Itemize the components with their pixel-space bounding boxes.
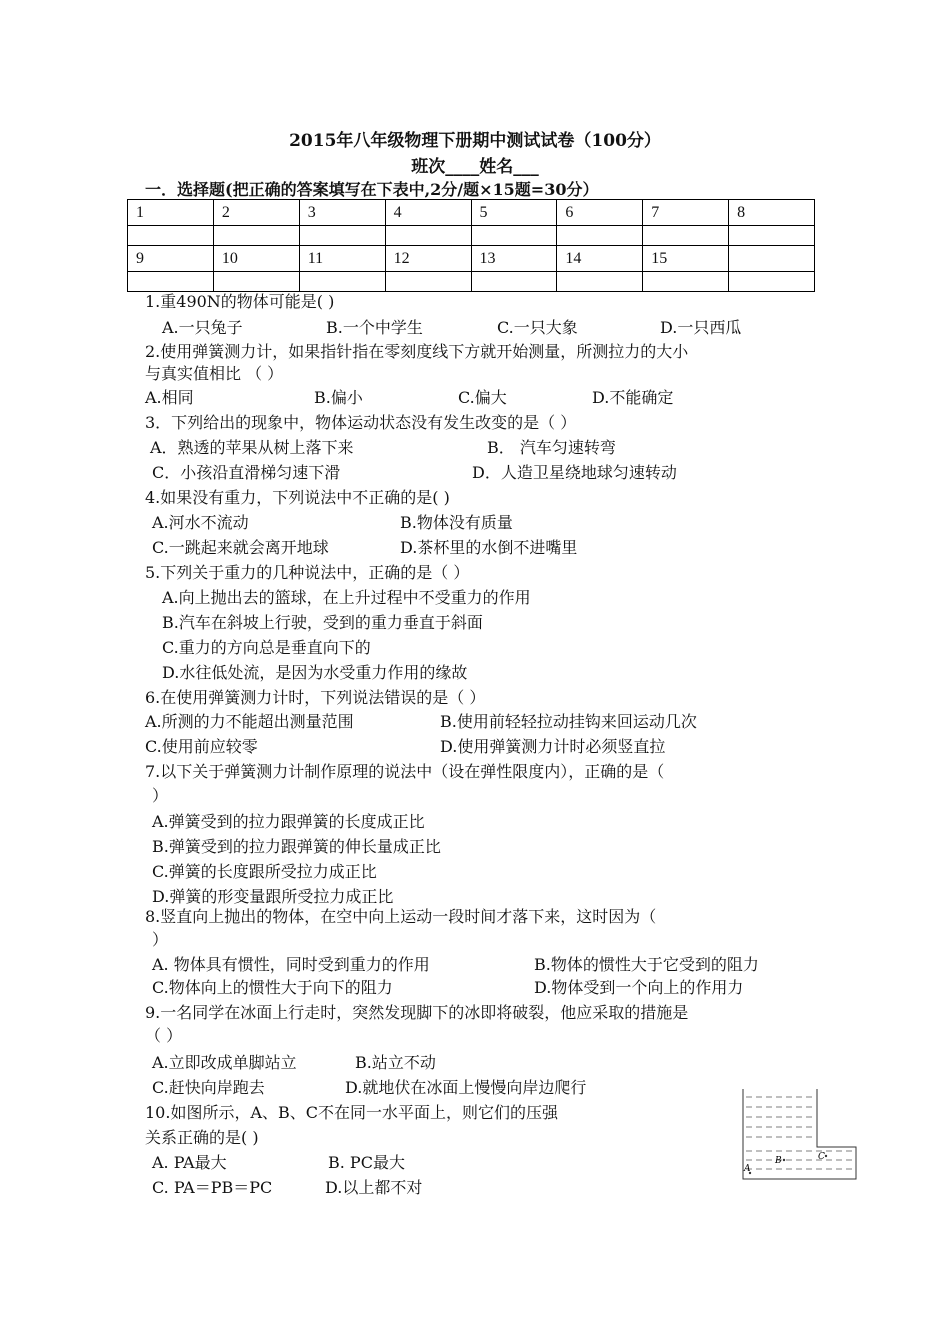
- q7-option-a: A.弹簧受到的拉力跟弹簧的长度成正比: [152, 812, 425, 831]
- q4-stem: 4.如果没有重力，下列说法中不正确的是( ): [145, 488, 450, 507]
- q2-stem-cont: 与真实值相比 （ ）: [145, 364, 284, 383]
- q9-option-b: B.站立不动: [355, 1053, 436, 1072]
- q5-stem: 5.下列关于重力的几种说法中，正确的是（ ）: [145, 563, 470, 582]
- q7-stem: 7.以下关于弹簧测力计制作原理的说法中（设在弹性限度内），正确的是（: [145, 762, 665, 781]
- answer-cell-label: 13: [471, 246, 557, 272]
- section-heading: 一．选择题(把正确的答案填写在下表中,2分/题×15题=30分）: [145, 180, 599, 199]
- q5-option-d: D.水往低处流，是因为水受重力作用的缘故: [162, 663, 468, 682]
- q10-option-a: A. PA最大: [152, 1153, 227, 1172]
- q7-option-c: C.弹簧的长度跟所受拉力成正比: [152, 862, 377, 881]
- answer-table-number-row: [128, 246, 815, 272]
- answer-blank[interactable]: [557, 226, 643, 246]
- q4-option-b: B.物体没有质量: [400, 513, 513, 532]
- q9-stem: 9.一名同学在冰面上行走时，突然发现脚下的冰即将破裂，他应采取的措施是: [145, 1003, 689, 1022]
- q7-option-b: B.弹簧受到的拉力跟弹簧的伸长量成正比: [152, 837, 441, 856]
- q6-option-a: A.所测的力不能超出测量范围: [145, 712, 354, 731]
- answer-blank[interactable]: [128, 226, 214, 246]
- q2-option-a: A.相同: [145, 388, 194, 407]
- point-b-label: B: [775, 1156, 782, 1166]
- q8-stem: 8.竖直向上抛出的物体，在空中向上运动一段时间才落下来，这时因为（: [145, 907, 657, 926]
- q2-option-d: D.不能确定: [592, 388, 674, 407]
- answer-blank[interactable]: [643, 226, 729, 246]
- container-outline: [743, 1089, 856, 1179]
- answer-table-number-row: [128, 200, 815, 226]
- answer-table: [127, 199, 815, 292]
- answer-blank[interactable]: [213, 272, 299, 292]
- answer-cell-label: 14: [557, 246, 643, 272]
- answer-blank[interactable]: [299, 272, 385, 292]
- answer-table-blank-row: [128, 226, 815, 246]
- answer-cell-label: 12: [385, 246, 471, 272]
- q10-stem-cont: 关系正确的是( ): [145, 1128, 259, 1147]
- q6-option-c: C.使用前应较零: [145, 737, 258, 756]
- answer-cell-label: 5: [471, 200, 557, 226]
- point-c-dot: [825, 1155, 827, 1157]
- answer-blank[interactable]: [385, 226, 471, 246]
- answer-cell-label: 7: [643, 200, 729, 226]
- q3-option-c: C．小孩沿直滑梯匀速下滑: [152, 463, 341, 482]
- point-a-label: A: [744, 1164, 751, 1174]
- q7-stem-cont: ）: [152, 786, 169, 805]
- answer-cell-label: 1: [128, 200, 214, 226]
- q9-option-d: D.就地伏在冰面上慢慢向岸边爬行: [345, 1078, 587, 1097]
- page-title: 2015年八年级物理下册期中测试试卷（100分）: [289, 131, 661, 151]
- q4-option-c: C.一跳起来就会离开地球: [152, 538, 329, 557]
- answer-cell-label: 3: [299, 200, 385, 226]
- q2-stem: 2.使用弹簧测力计，如果指针指在零刻度线下方就开始测量，所测拉力的大小: [145, 342, 689, 361]
- answer-blank[interactable]: [643, 272, 729, 292]
- q5-option-c: C.重力的方向总是垂直向下的: [162, 638, 371, 657]
- q3-option-b: B． 汽车匀速转弯: [487, 438, 616, 457]
- q5-option-b: B.汽车在斜坡上行驶，受到的重力垂直于斜面: [162, 613, 483, 632]
- q6-option-b: B.使用前轻轻拉动挂钩来回运动几次: [440, 712, 697, 731]
- q3-stem: 3．下列给出的现象中，物体运动状态没有发生改变的是（ ）: [145, 413, 577, 432]
- q9-stem-cont: （ ）: [145, 1026, 183, 1045]
- q7-option-d: D.弹簧的形变量跟所受拉力成正比: [152, 887, 394, 906]
- water-lines: [746, 1097, 853, 1169]
- answer-cell-label: 8: [729, 200, 815, 226]
- q1-stem: 1.重490N的物体可能是( ): [145, 292, 335, 311]
- answer-cell-label: 11: [299, 246, 385, 272]
- answer-cell-label: 15: [643, 246, 729, 272]
- answer-table-blank-row: [128, 272, 815, 292]
- answer-cell-label: [729, 246, 815, 272]
- q4-option-d: D.茶杯里的水倒不进嘴里: [400, 538, 578, 557]
- answer-blank[interactable]: [729, 226, 815, 246]
- answer-blank[interactable]: [471, 272, 557, 292]
- q4-option-a: A.河水不流动: [152, 513, 249, 532]
- q6-stem: 6.在使用弹簧测力计时，下列说法错误的是（ ）: [145, 688, 486, 707]
- q10-stem: 10.如图所示，A、B、C不在同一水平面上，则它们的压强: [145, 1103, 559, 1122]
- q9-option-a: A.立即改成单脚站立: [152, 1053, 297, 1072]
- q1-option-c: C.一只大象: [497, 318, 578, 337]
- answer-cell-label: 4: [385, 200, 471, 226]
- answer-blank[interactable]: [557, 272, 643, 292]
- answer-blank[interactable]: [213, 226, 299, 246]
- answer-cell-label: 10: [213, 246, 299, 272]
- q1-option-d: D.一只西瓜: [660, 318, 742, 337]
- answer-blank[interactable]: [385, 272, 471, 292]
- q3-option-a: A．熟透的苹果从树上落下来: [150, 438, 354, 457]
- q9-option-c: C.赶快向岸跑去: [152, 1078, 265, 1097]
- answer-blank[interactable]: [299, 226, 385, 246]
- q6-option-d: D.使用弹簧测力计时必须竖直拉: [440, 737, 666, 756]
- q1-option-a: A.一只兔子: [162, 318, 243, 337]
- answer-blank[interactable]: [128, 272, 214, 292]
- q10-option-c: C. PA＝PB＝PC: [152, 1178, 273, 1197]
- class-name-line: 班次____姓名___: [411, 157, 539, 177]
- point-c-label: C: [818, 1152, 825, 1162]
- q2-option-b: B.偏小: [314, 388, 363, 407]
- answer-cell-label: 6: [557, 200, 643, 226]
- q10-option-b: B. PC最大: [328, 1153, 405, 1172]
- answer-cell-label: 9: [128, 246, 214, 272]
- q2-option-c: C.偏大: [458, 388, 507, 407]
- q8-option-b: B.物体的惯性大于它受到的阻力: [534, 955, 759, 974]
- answer-blank[interactable]: [729, 272, 815, 292]
- water-container-figure: [740, 1087, 860, 1185]
- q3-option-d: D．人造卫星绕地球匀速转动: [472, 463, 677, 482]
- answer-blank[interactable]: [471, 226, 557, 246]
- q5-option-a: A.向上抛出去的篮球，在上升过程中不受重力的作用: [162, 588, 531, 607]
- q8-option-c: C.物体向上的惯性大于向下的阻力: [152, 978, 393, 997]
- q10-option-d: D.以上都不对: [325, 1178, 423, 1197]
- q8-option-a: A. 物体具有惯性，同时受到重力的作用: [152, 955, 430, 974]
- answer-cell-label: 2: [213, 200, 299, 226]
- q1-option-b: B.一个中学生: [326, 318, 423, 337]
- q8-stem-cont: ）: [152, 930, 169, 949]
- q8-option-d: D.物体受到一个向上的作用力: [534, 978, 744, 997]
- point-b-dot: [783, 1159, 785, 1161]
